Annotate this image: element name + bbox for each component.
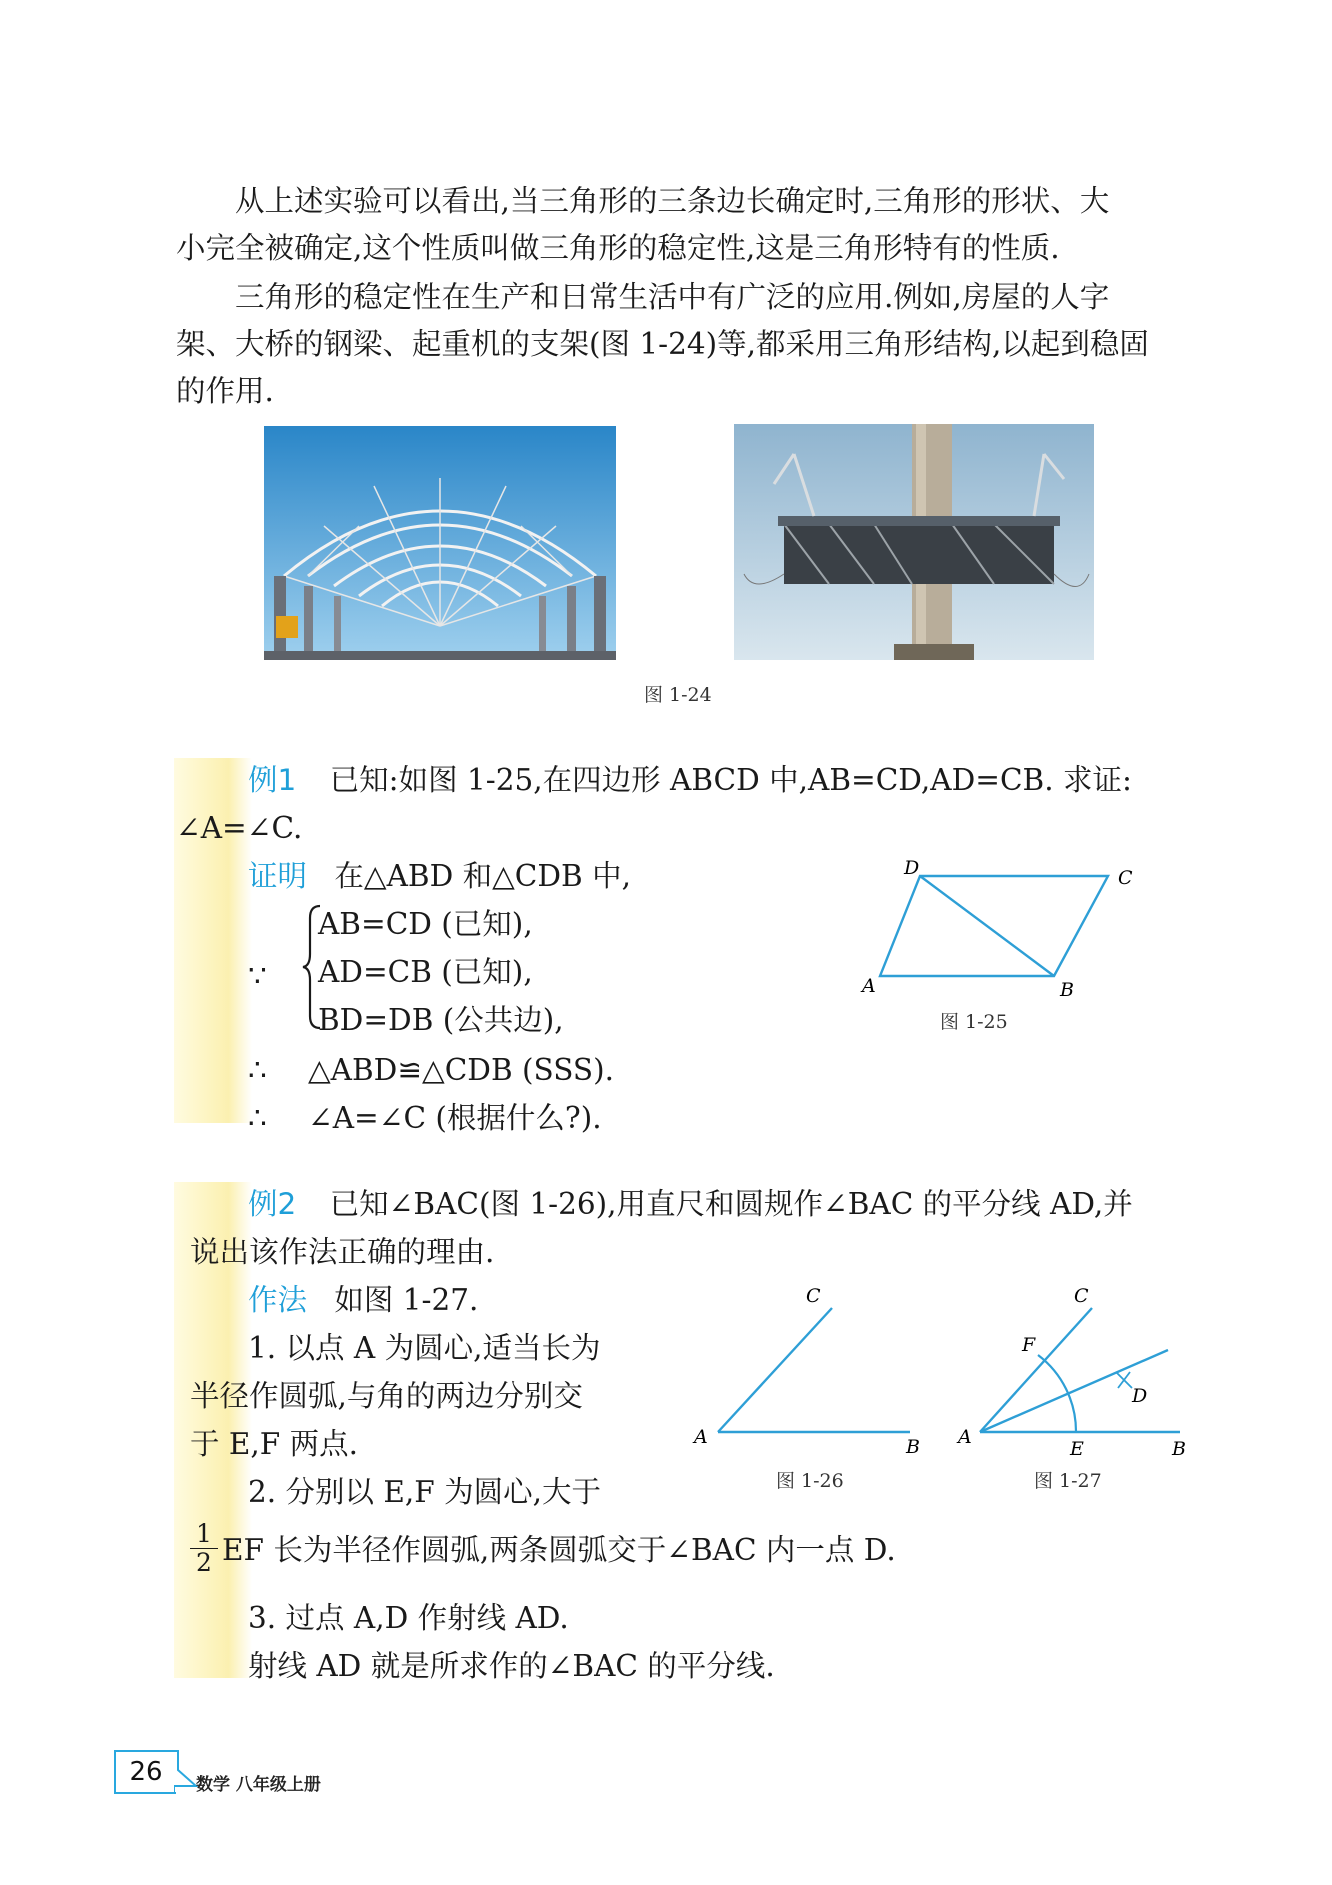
conclusion-1: △ABD≌△CDB (SSS). (308, 1053, 614, 1087)
example-2-statement-line-2: 说出该作法正确的理由. (190, 1235, 495, 1269)
page-number-tab-arrow (174, 1750, 198, 1794)
proof-label: 证明 (248, 859, 308, 893)
vertex-label-c: C (1118, 867, 1133, 889)
book-title: 数学 八年级上册 (196, 1775, 321, 1795)
point-label-b: B (906, 1436, 920, 1458)
step-1-line-1: 1. 以点 A 为圆心,适当长为 (248, 1331, 601, 1365)
point-label-e: E (1070, 1438, 1084, 1460)
method-intro-text: 如图 1-27. (334, 1283, 479, 1317)
step-2-line-2: EF 长为半径作圆弧,两条圆弧交于∠BAC 内一点 D. (222, 1533, 896, 1567)
fraction-denominator: 2 (190, 1548, 218, 1577)
example-1-statement: 已知:如图 1-25,在四边形 ABCD 中,AB=CD,AD=CB. 求证: (329, 763, 1132, 797)
condition-1: AB=CD (已知), (318, 907, 533, 941)
step-1-line-2: 半径作圆弧,与角的两边分别交 (190, 1379, 583, 1413)
example-2-method-intro (248, 1280, 478, 1320)
figure-1-25-parallelogram (856, 858, 1146, 998)
text-line: 的作用. (176, 374, 274, 408)
step-2-line-1: 2. 分别以 E,F 为圆心,大于 (248, 1475, 602, 1509)
figure-caption-1-24: 图 1-24 (644, 684, 712, 706)
condition-3: BD=DB (公共边), (318, 1003, 564, 1037)
figure-1-27-bisector (954, 1280, 1194, 1460)
result-statement: 射线 AD 就是所求作的∠BAC 的平分线. (248, 1649, 775, 1683)
point-label-c: C (1074, 1285, 1089, 1307)
vertex-label-b: B (1060, 979, 1074, 998)
point-label-d: D (1132, 1385, 1148, 1407)
point-label-c: C (806, 1285, 821, 1307)
fraction-numerator: 1 (196, 1519, 212, 1548)
text-line: 架、大桥的钢梁、起重机的支架(图 1-24)等,都采用三角形结构,以起到稳固 (176, 327, 1149, 361)
point-label-a: A (694, 1426, 708, 1448)
conclusion-2: ∠A=∠C (根据什么?). (308, 1101, 602, 1135)
vertex-label-d: D (904, 858, 920, 879)
example-2-statement: 已知∠BAC(图 1-26),用直尺和圆规作∠BAC 的平分线 AD,并 (329, 1187, 1133, 1221)
therefore-symbol-2: ∴ (248, 1101, 267, 1135)
arc-mark-2 (1118, 1372, 1130, 1388)
step-3: 3. 过点 A,D 作射线 AD. (248, 1601, 569, 1635)
text-line: 三角形的稳定性在生产和日常生活中有广泛的应用.例如,房屋的人字 (235, 280, 1110, 314)
step-1-line-3: 于 E,F 两点. (190, 1427, 359, 1461)
vertex-label-a: A (862, 975, 876, 997)
example-2-statement-line-1 (248, 1184, 1133, 1224)
point-label-b: B (1172, 1438, 1186, 1460)
example-1-statement-line-1 (248, 760, 1132, 800)
method-label: 作法 (248, 1283, 308, 1317)
figure-caption-1-26: 图 1-26 (776, 1470, 844, 1492)
figure-caption-1-25: 图 1-25 (940, 1011, 1008, 1033)
fraction-one-half (190, 1520, 218, 1577)
figure-caption-1-27: 图 1-27 (1034, 1470, 1102, 1492)
text-line: 从上述实验可以看出,当三角形的三条边长确定时,三角形的形状、大 (235, 184, 1110, 218)
because-symbol: ∵ (248, 959, 267, 993)
therefore-symbol-1: ∴ (248, 1053, 267, 1087)
text-line: 小完全被确定,这个性质叫做三角形的稳定性,这是三角形特有的性质. (176, 231, 1060, 265)
diagonal-bd (920, 876, 1054, 976)
condition-2: AD=CB (已知), (318, 955, 533, 989)
example-1-statement-line-2: ∠A=∠C. (176, 811, 303, 845)
example-1-proof-intro (248, 856, 631, 896)
intro-paragraph-1 (176, 178, 1186, 272)
photo-roof-truss (264, 426, 616, 660)
ray-ac (718, 1308, 832, 1432)
point-label-a: A (958, 1426, 972, 1448)
point-label-f: F (1022, 1334, 1036, 1356)
parallelogram-abcd (880, 876, 1108, 976)
example-1-label: 例1 (248, 763, 297, 797)
intro-paragraph-2 (176, 274, 1186, 415)
page-number: 26 (114, 1750, 176, 1794)
photo-bridge-crane (734, 424, 1094, 660)
figure-1-26-angle (690, 1280, 940, 1460)
example-2-label: 例2 (248, 1187, 297, 1221)
proof-intro-text: 在△ABD 和△CDB 中, (334, 859, 631, 893)
